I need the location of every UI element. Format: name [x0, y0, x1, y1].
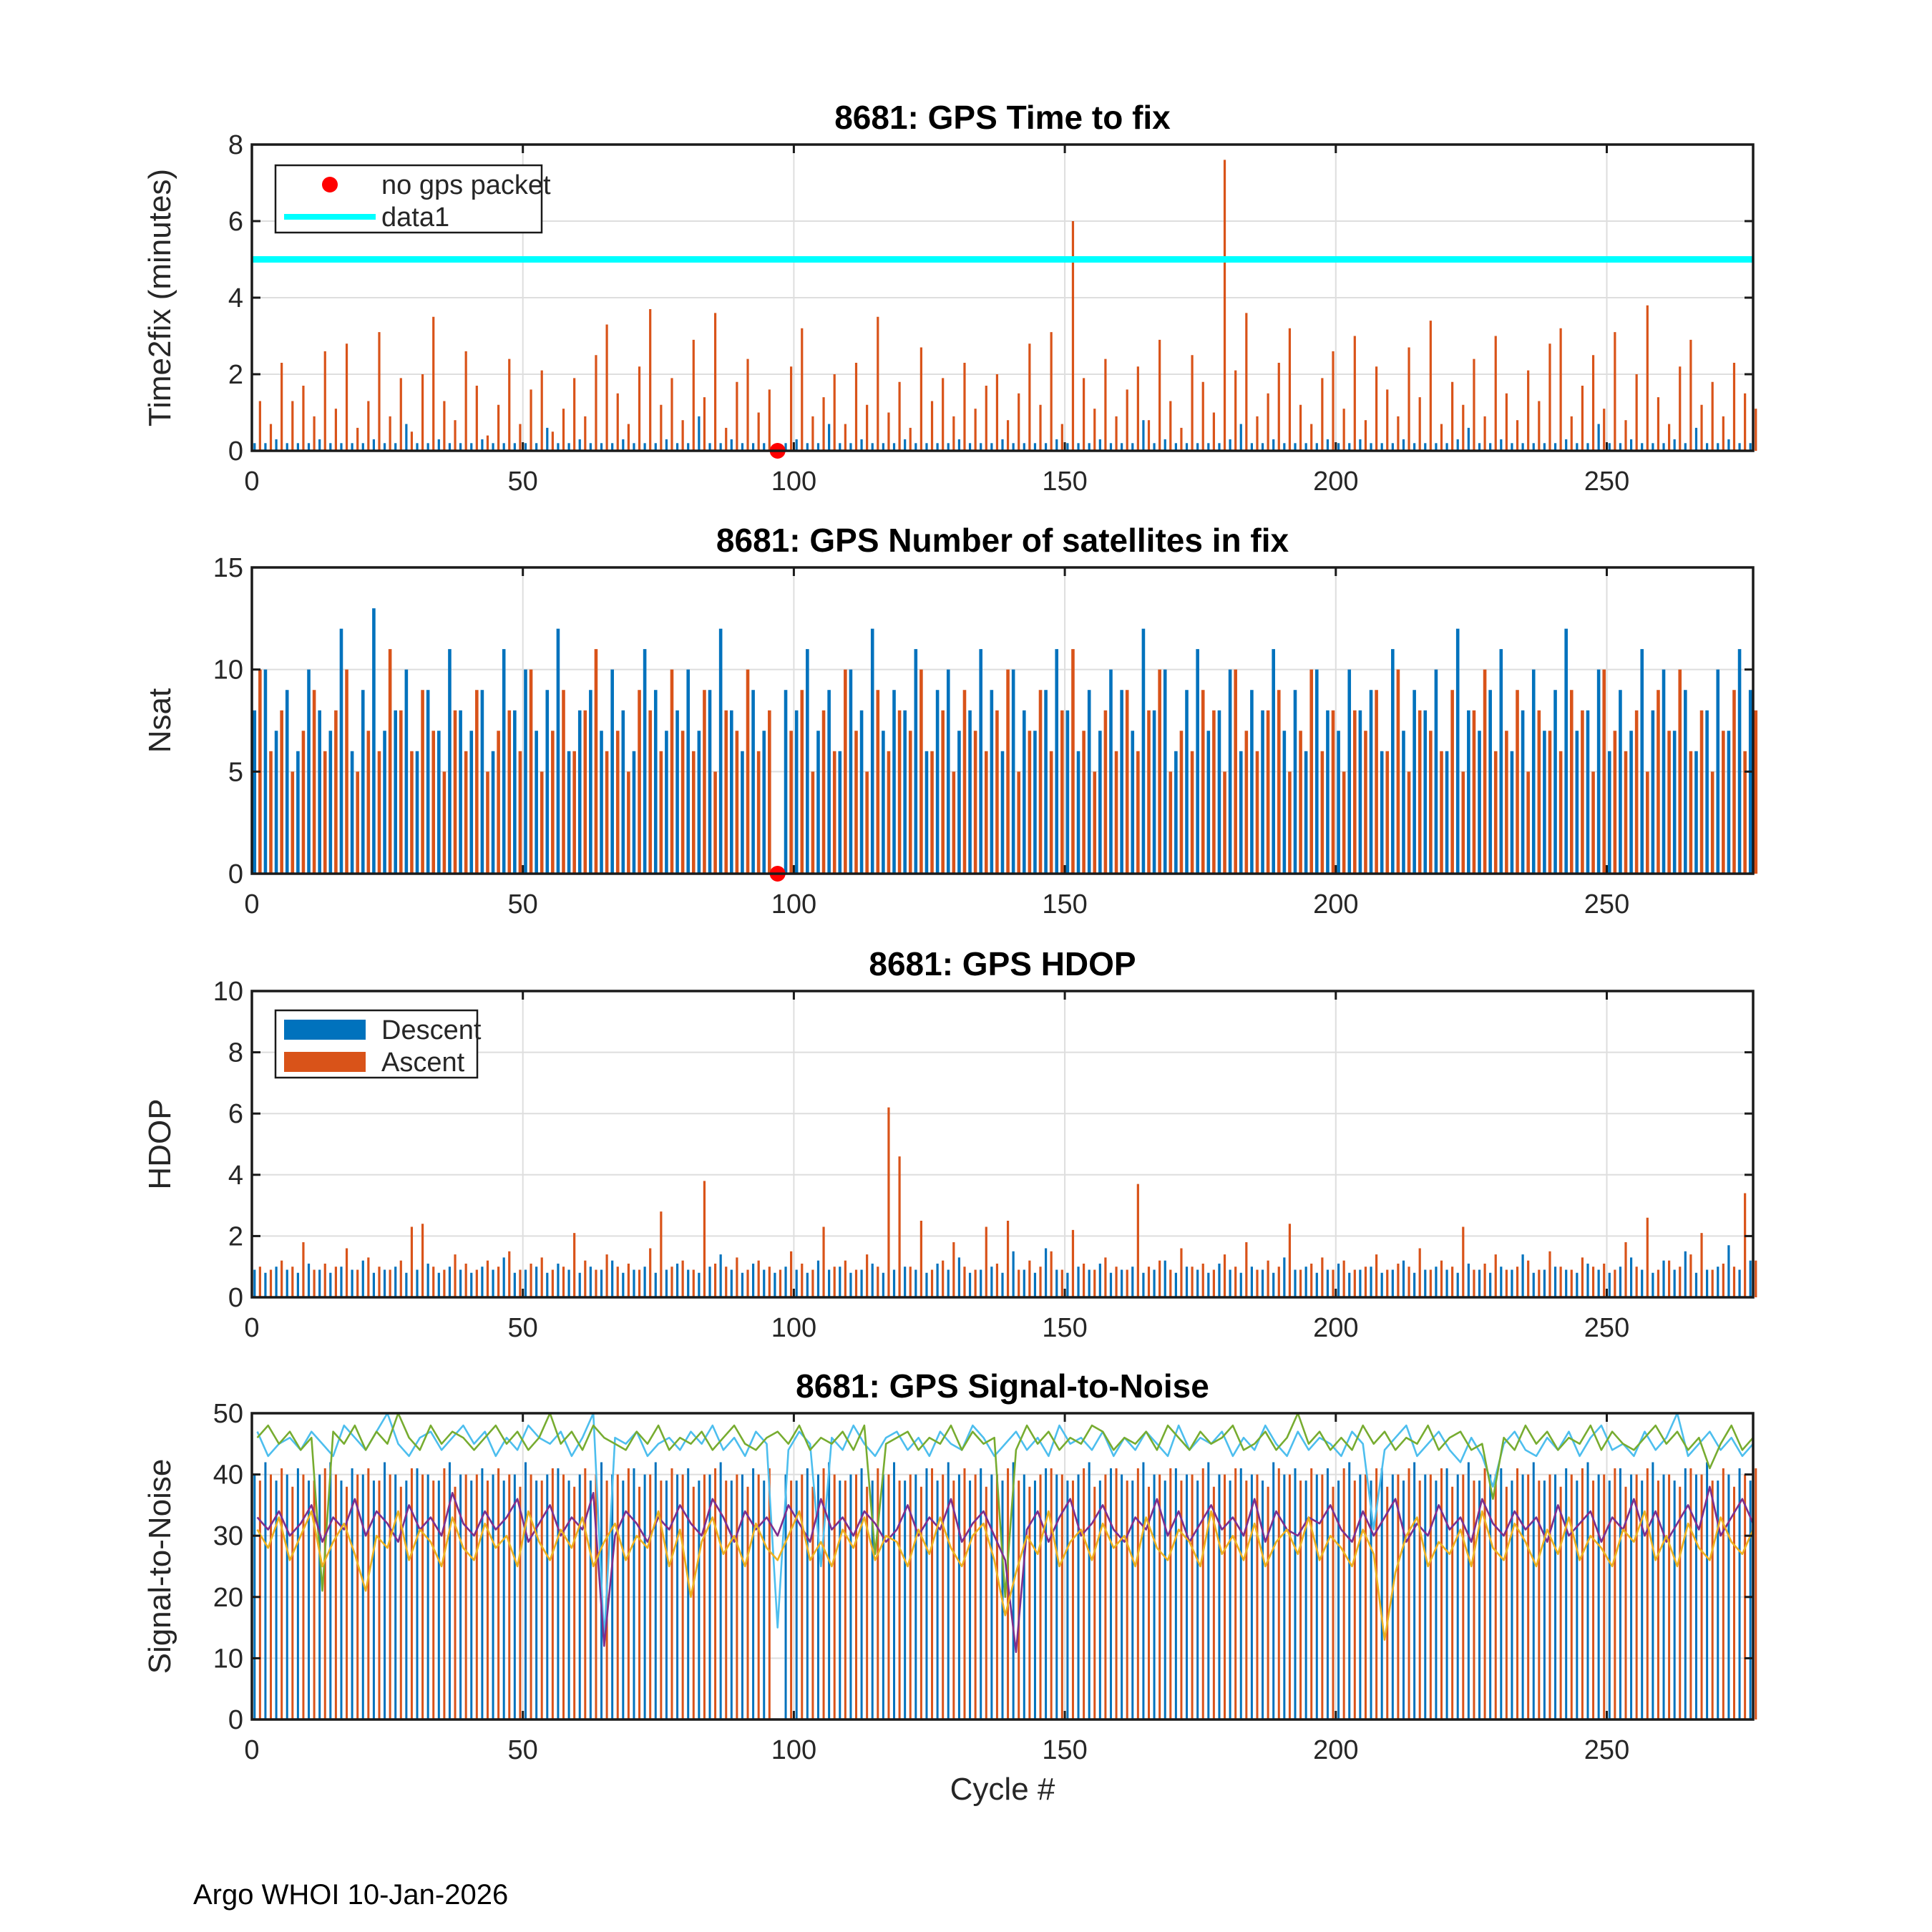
stems-ascent [260, 1108, 1755, 1297]
x-tick-label: 200 [1313, 1735, 1359, 1765]
y-tick-label: 10 [213, 977, 243, 1007]
subplot-nsat [142, 522, 1756, 919]
x-tick-label: 250 [1584, 1313, 1630, 1343]
legend-label: data1 [381, 203, 450, 233]
y-tick-label: 2 [228, 360, 243, 390]
stems-descent [255, 608, 1750, 874]
x-tick-label: 150 [1042, 467, 1088, 497]
y-tick-label: 2 [228, 1221, 243, 1252]
y-tick-label: 0 [228, 1283, 243, 1313]
legend-marker-patch [284, 1020, 366, 1040]
legend-label: Ascent [381, 1048, 465, 1078]
subplot-title: 8681: GPS Time to fix [834, 99, 1171, 136]
y-tick-label: 15 [213, 553, 243, 583]
y-tick-label: 6 [228, 207, 243, 237]
subplot-title: 8681: GPS HDOP [869, 945, 1136, 982]
x-axis-label: Cycle # [950, 1772, 1055, 1807]
y-tick-label: 8 [228, 1038, 243, 1068]
subplot-title: 8681: GPS Number of satellites in fix [716, 522, 1289, 559]
x-tick-label: 0 [244, 889, 260, 919]
x-tick-label: 250 [1584, 1735, 1630, 1765]
y-tick-label: 8 [228, 130, 243, 160]
y-tick-label: 20 [213, 1582, 243, 1613]
subplot-title: 8681: GPS Signal-to-Noise [796, 1367, 1209, 1405]
x-tick-label: 200 [1313, 889, 1359, 919]
y-tick-label: 10 [213, 655, 243, 686]
x-tick-label: 150 [1042, 1735, 1088, 1765]
x-tick-label: 250 [1584, 889, 1630, 919]
y-tick-label: 0 [228, 436, 243, 467]
y-axis-label: Time2fix (minutes) [142, 168, 177, 427]
x-tick-label: 100 [771, 1735, 817, 1765]
stems-ascent [260, 649, 1755, 874]
x-tick-label: 200 [1313, 467, 1359, 497]
x-tick-label: 100 [771, 1313, 817, 1343]
x-tick-label: 0 [244, 1313, 260, 1343]
x-tick-label: 0 [244, 1735, 260, 1765]
y-tick-label: 6 [228, 1099, 243, 1130]
x-tick-label: 150 [1042, 1313, 1088, 1343]
legend-marker-dot [322, 177, 338, 192]
stems-descent [255, 1462, 1750, 1719]
stems-ascent [260, 1468, 1755, 1719]
y-axis-label: HDOP [142, 1098, 177, 1190]
y-tick-label: 4 [228, 1160, 243, 1191]
y-tick-label: 40 [213, 1460, 243, 1491]
x-tick-label: 250 [1584, 467, 1630, 497]
subplot-hdop [142, 945, 1756, 1343]
figure-footer: Argo WHOI 10-Jan-2026 [193, 1879, 509, 1911]
y-tick-label: 5 [228, 757, 243, 788]
x-tick-label: 50 [507, 889, 538, 919]
legend-label: Descent [381, 1015, 482, 1045]
legend-marker-patch [284, 1052, 366, 1072]
y-axis-label: Nsat [142, 688, 177, 753]
y-tick-label: 10 [213, 1644, 243, 1674]
legend-hdop [275, 1010, 482, 1078]
x-tick-label: 200 [1313, 1313, 1359, 1343]
y-tick-label: 0 [228, 859, 243, 889]
y-axis-label: Signal-to-Noise [142, 1458, 177, 1674]
stems-descent [255, 1245, 1750, 1297]
x-tick-label: 50 [507, 1735, 538, 1765]
x-tick-label: 100 [771, 467, 817, 497]
x-tick-label: 100 [771, 889, 817, 919]
subplot-time2fix [142, 99, 1756, 497]
subplot-snr [142, 1367, 1756, 1807]
stems-descent [255, 416, 1750, 451]
legend-label: no gps packet [381, 170, 551, 200]
legend-time2fix [275, 165, 551, 233]
x-tick-label: 50 [507, 1313, 538, 1343]
x-tick-label: 150 [1042, 889, 1088, 919]
y-tick-label: 0 [228, 1705, 243, 1735]
y-tick-label: 4 [228, 283, 243, 313]
x-tick-label: 0 [244, 467, 260, 497]
y-tick-label: 30 [213, 1521, 243, 1552]
x-tick-label: 50 [507, 467, 538, 497]
y-tick-label: 50 [213, 1399, 243, 1429]
